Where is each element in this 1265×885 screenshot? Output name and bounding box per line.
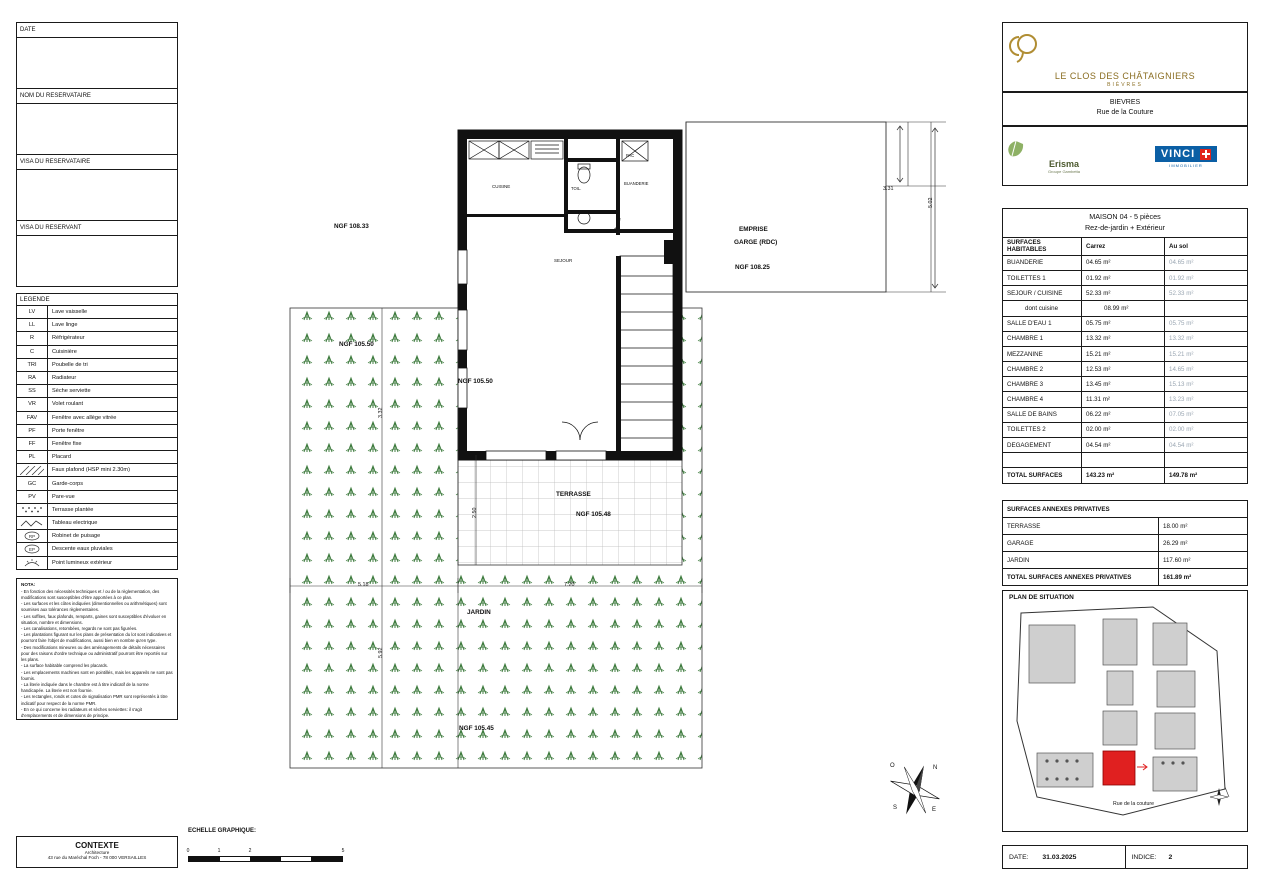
compass-rose [880,755,950,825]
legend-row [17,504,177,517]
surface-carrez: 13.45 m² [1082,377,1165,392]
annex-name: TERRASSE [1003,518,1159,535]
legend-text: Garde-corps [52,480,84,487]
brand-vinci-name: VINCI [1160,148,1196,160]
scale-tick-3: 5 [341,848,345,854]
brand-erisma-name: Erisma [1048,158,1080,169]
nom-reservataire-label: NOM DU RESERVATAIRE [20,93,91,99]
surfaces-total-carrez: 143.23 m² [1082,468,1165,483]
legend-code: TRI [17,359,48,371]
scale-tick-0: 0 [186,848,190,854]
legend-row [17,346,177,359]
surface-name: CHAMBRE 3 [1003,377,1082,392]
footer-date-label: DATE: [1009,853,1029,861]
legend-row [17,372,177,385]
annex-head-row [1003,501,1247,518]
surface-carrez: 04.65 m² [1082,255,1165,270]
legend-code: PL [17,451,48,463]
scale-tick-2: 2 [248,848,252,854]
ngf-interior-label: NGF 105.50 [458,378,493,385]
surface-name: SEJOUR / CUISINE [1003,286,1082,301]
legend-code: FAV [17,412,48,424]
legend-text: Placard [52,454,71,461]
garage-line2: GARGE (RDC) [734,239,778,246]
legend-text: Lave vaisselle [52,309,88,316]
legend-text: Volet roulant [52,401,84,408]
annex-name: JARDIN [1003,552,1159,569]
left-info-panel [16,22,178,287]
surfaces-head-2: Au sol [1165,237,1248,255]
surface-ausol: 15.21 m² [1165,346,1248,361]
surfaces-header [1003,209,1247,237]
annex-total-row [1003,569,1247,586]
surface-name: CHAMBRE 2 [1003,362,1082,377]
surfaces-title-1: MAISON 04 - 5 pièces [1089,212,1161,221]
surface-name: SALLE DE BAINS [1003,407,1082,422]
ngf-garden-upper-label: NGF 105.50 [339,341,374,348]
sejour-label: SEJOUR [554,258,573,263]
legend-row [17,332,177,345]
surface-carrez: 15.21 m² [1082,346,1165,361]
legend-code: VR [17,398,48,410]
compass-e: E [932,807,937,813]
nota-title: NOTA: [21,582,36,587]
legend-text: Réfrigérateur [52,335,85,342]
surface-name: CHAMBRE 1 [1003,331,1082,346]
surface-carrez: 04.54 m² [1082,438,1165,453]
nota-line: - Les emplacements machines sont en pointillés, mais les appareils ne sont pas fournis. [21,669,173,681]
annex-row [1003,552,1247,569]
project-street: Rue de la Couture [1096,109,1154,117]
surface-name: CHAMBRE 4 [1003,392,1082,407]
surface-ausol: 01.92 m² [1165,270,1248,285]
legend-text: Robinet de puisage [52,533,101,540]
legend-row [17,319,177,332]
project-address-box [1002,92,1248,126]
architect-name: CONTEXTE [75,841,119,850]
left-width-dim: 5.18 [358,582,369,588]
legend-row [17,557,177,569]
hatch-icon [17,464,48,476]
surfaces-row [1003,286,1247,301]
annex-name: GARAGE [1003,535,1159,552]
surface-carrez: 01.92 m² [1082,270,1165,285]
terrasse-depth-dim: 2.50 [472,507,478,518]
surface-carrez: 05.75 m² [1082,316,1165,331]
architect-address: 43 rue du Maréchal Foch - 78 000 VERSAILLES [47,855,147,860]
surface-carrez: 12.53 m² [1082,362,1165,377]
legend-row [17,491,177,504]
nota-line: - Les soffites, faux plafonds, remparts, gaines sont susceptibles d'évoluer en situation, nombre et dimensions. [21,613,167,625]
legend-text: Point lumineux extérieur [52,559,113,566]
right-width-dim: 7.20 [564,582,575,588]
legend-code: PV [17,491,48,503]
surfaces-row [1003,346,1247,361]
situation-plan-drawing [1003,601,1247,826]
surface-carrez: 08.99 m² [1082,301,1165,316]
surface-ausol: 52.33 m² [1165,286,1248,301]
surface-name: TOILETTES 1 [1003,270,1082,285]
date-block [16,22,178,89]
legend-code: PF [17,425,48,437]
svg-text:RP: RP [28,534,36,540]
legend-code: GC [17,477,48,489]
surfaces-spacer [1003,453,1247,468]
legend-text: Terrasse plantée [52,506,94,513]
date-block-body[interactable] [17,37,177,88]
surfaces-row [1003,270,1247,285]
tap-icon [17,530,48,542]
surface-carrez: 02.00 m² [1082,422,1165,437]
dots-icon [17,504,48,516]
project-logo-box [1002,22,1248,92]
surface-ausol: 13.32 m² [1165,331,1248,346]
footer-indice [1125,846,1248,868]
nota-line: - La surface habitable comprend les placards. [21,663,108,669]
annex-title: SURFACES ANNEXES PRIVATIVES [1007,505,1110,513]
legend-text: Lave linge [52,322,78,329]
jardin-label: JARDIN [467,609,491,616]
footer-indice-label: INDICE: [1131,853,1157,861]
surface-carrez: 11.31 m² [1082,392,1165,407]
legend-row [17,530,177,543]
legend-row [17,385,177,398]
nota-line: - En ce qui concerne les radiateurs et sèches serviettes: il s'agit d'emplacements et de dimensions de principe. [21,706,142,719]
garage-height-dim: 5.02 [928,197,934,208]
brand-vinci [1125,144,1247,168]
annex-total-value: 161.89 m² [1159,569,1248,586]
ngf-top-left-label: NGF 108.33 [334,223,369,230]
annex-table [1003,501,1247,585]
surfaces-total-ausol: 149.78 m² [1165,468,1248,483]
legend-code: SS [17,385,48,397]
legend-row [17,517,177,530]
surface-name: MEZZANINE [1003,346,1082,361]
footer-date-box [1002,845,1248,869]
date-block-label: DATE [20,27,36,33]
legend-text: Sèche serviette [52,388,91,395]
legend-text: Poubelle de tri [52,361,88,368]
brands-box [1002,126,1248,186]
legend-title: LEGENDE [17,294,177,306]
garage-width-dim: 3.31 [883,186,894,192]
legend-panel [16,293,178,570]
terrasse-label: TERRASSE [556,491,591,498]
surfaces-total-row [1003,468,1247,483]
visa-reservataire-label: VISA DU RESERVATAIRE [20,159,91,165]
surface-name: BUANDERIE [1003,255,1082,270]
surfaces-head-row [1003,237,1247,255]
surfaces-row [1003,255,1247,270]
footer-indice-value: 2 [1168,853,1173,861]
surface-ausol: 14.65 m² [1165,362,1248,377]
compass-s: S [893,805,898,811]
legend-text: Porte fenêtre [52,427,85,434]
leaf-icon [1003,139,1029,159]
situation-plan-title: PLAN DE SITUATION [1009,594,1074,601]
visa-reservataire-body[interactable] [17,169,177,220]
surfaces-row [1003,392,1247,407]
surfaces-row [1003,438,1247,453]
legend-code: R [17,332,48,344]
surface-name: dont cuisine [1003,301,1082,316]
legend-code: RA [17,372,48,384]
annex-total-label: TOTAL SURFACES ANNEXES PRIVATIVES [1003,569,1159,586]
annex-surfaces-box [1002,500,1248,586]
legend-row [17,451,177,464]
legend-row [17,425,177,438]
visa-reservant-label: VISA DU RESERVANT [20,225,82,231]
legend-text: Tableau electrique [52,520,98,527]
nota-line: - La literie indiquée dans le chambre est à titre indicatif de la norme handicapée. La literie est non fournie. [21,681,149,694]
surface-ausol: 04.65 m² [1165,255,1248,270]
surface-ausol: 07.05 m² [1165,407,1248,422]
surface-ausol: 05.75 m² [1165,316,1248,331]
nota-line: - En fonction des nécessités techniques et / ou de la règlementation, des modifications sont susceptibles d'être apportées à ce plan. [21,588,160,600]
annex-row [1003,535,1247,552]
brand-vinci-sub: IMMOBILIER [1169,163,1203,168]
annex-value: 26.29 m² [1159,535,1248,552]
legend-row [17,306,177,319]
visa-reservataire-block [16,155,178,221]
legend-text: Faux plafond (HSP mini 2.30m) [52,467,130,474]
drain-icon [17,543,48,555]
brand-erisma-sub: Groupe Gambetta [1047,168,1081,174]
chestnut-monogram-icon [1003,31,1043,67]
surface-name: SALLE D'EAU 1 [1003,316,1082,331]
nota-line: - Des modifications mineures ou des aménagements de détails nécessaires pour des raisons d'ordre technique ou administratif pourront être reportés sur les plans. [21,644,168,663]
surface-carrez: 06.22 m² [1082,407,1165,422]
surfaces-head-1: Carrez [1082,237,1165,255]
surfaces-row [1003,377,1247,392]
surface-carrez: 52.33 m² [1082,286,1165,301]
zigzag-icon [17,517,48,529]
legend-row [17,398,177,411]
legend-code: LL [17,319,48,331]
surface-ausol: 13.23 m² [1165,392,1248,407]
legend-row [17,543,177,556]
annex-row [1003,518,1247,535]
legend-row [17,464,177,477]
visa-reservant-body[interactable] [17,235,177,286]
architect-subtitle: Architecture [84,850,110,855]
visa-reservant-block [16,221,178,287]
inner-dim-2: 5.92 [378,647,384,658]
legend-text: Fenêtre fixe [52,440,82,447]
legend-code: LV [17,306,48,318]
legend-text: Descente eaux pluviales [52,546,113,553]
scale-title: ECHELLE GRAPHIQUE: [188,828,257,834]
scale-tick-1: 1 [217,848,221,854]
project-city: BIEVRES [1109,99,1141,106]
surface-ausol [1165,301,1248,316]
surfaces-row [1003,301,1247,316]
annex-value: 18.00 m² [1159,518,1248,535]
buanderie-label: BUANDERIE [624,181,649,186]
legend-row [17,477,177,490]
legend-text: Pare-vue [52,493,75,500]
ngf-jardin-label: NGF 105.45 [459,725,494,732]
inner-dim-1: 3.32 [378,407,384,418]
nota-panel [16,578,178,720]
legend-row [17,412,177,425]
ngf-garage-label: NGF 108.25 [735,264,770,271]
garage-line1: EMPRISE [739,226,768,233]
legend-text: Radiateur [52,375,77,382]
nom-reservataire-body[interactable] [17,103,177,154]
toilettes-label: TOIL. [571,186,582,191]
situation-street-label: Rue de la couture [1113,801,1154,807]
logo-mark [1003,23,1247,67]
nom-reservataire-block [16,89,178,155]
nota-line: - Les rectangles, ronds et cotes de signalisation PMR sont représentés à titre indicatif pour respect de la norme PMR. [21,694,168,706]
legend-text: Fenêtre avec allège vitrée [52,414,117,421]
legend-code: FF [17,438,48,450]
surfaces-title-2: Rez-de-jardin + Extérieur [1084,222,1166,232]
floor-plan-drawing [186,18,986,868]
cuisine-label: CUISINE [492,184,511,189]
legend-code: C [17,346,48,358]
plan-svg [186,18,986,868]
nota-line: - Les surfaces et les côtes indiquées (dimentionnelles ou arithmétiques) sont soumises aux tolérances règlementaires. [21,601,167,613]
compass-o: O [890,763,895,769]
annex-value: 117.60 m² [1159,552,1248,569]
surfaces-row [1003,422,1247,437]
surface-ausol: 04.54 m² [1165,438,1248,453]
surfaces-table-box [1002,208,1248,484]
svg-text:EP: EP [28,547,36,553]
brand-erisma [1003,139,1125,174]
footer-date-value: 31.03.2025 [1042,853,1077,861]
legend-row [17,359,177,372]
light-icon [17,557,48,569]
surfaces-row [1003,331,1247,346]
surface-name: DEGAGEMENT [1003,438,1082,453]
architect-block [16,836,178,868]
legend-row [17,438,177,451]
surface-name: TOILETTES 2 [1003,422,1082,437]
surfaces-table [1003,237,1247,483]
footer-date [1003,854,1125,861]
surfaces-head-0: SURFACES HABITABLES [1003,237,1082,255]
ngf-terrasse-label: NGF 105.48 [576,511,611,518]
legend-text: Cuisinière [52,348,77,355]
surfaces-row [1003,362,1247,377]
nota-line: - Les canalisations, retombées, regards ne sont pas figurées. [21,625,138,631]
surface-carrez: 13.32 m² [1082,331,1165,346]
nota-line: - Les plantations figurant sur les plans de présentation du lot sont indicatives et pourront faire l'objet de modifications, aussi bien en nombre qu'en type. [21,632,172,644]
surfaces-row [1003,316,1247,331]
compass-n: N [933,765,938,771]
situation-plan-box [1002,590,1248,832]
surface-ausol: 02.00 m² [1165,422,1248,437]
surfaces-row [1003,407,1247,422]
surfaces-total-label: TOTAL SURFACES [1003,468,1082,483]
placard-label: PAC [626,153,635,158]
logo-title: LE CLOS DES CHÂTAIGNIERS [1054,71,1196,81]
vinci-cross-icon [1200,149,1211,160]
logo-subtitle: BIÈVRES [1107,82,1143,88]
surface-ausol: 15.13 m² [1165,377,1248,392]
